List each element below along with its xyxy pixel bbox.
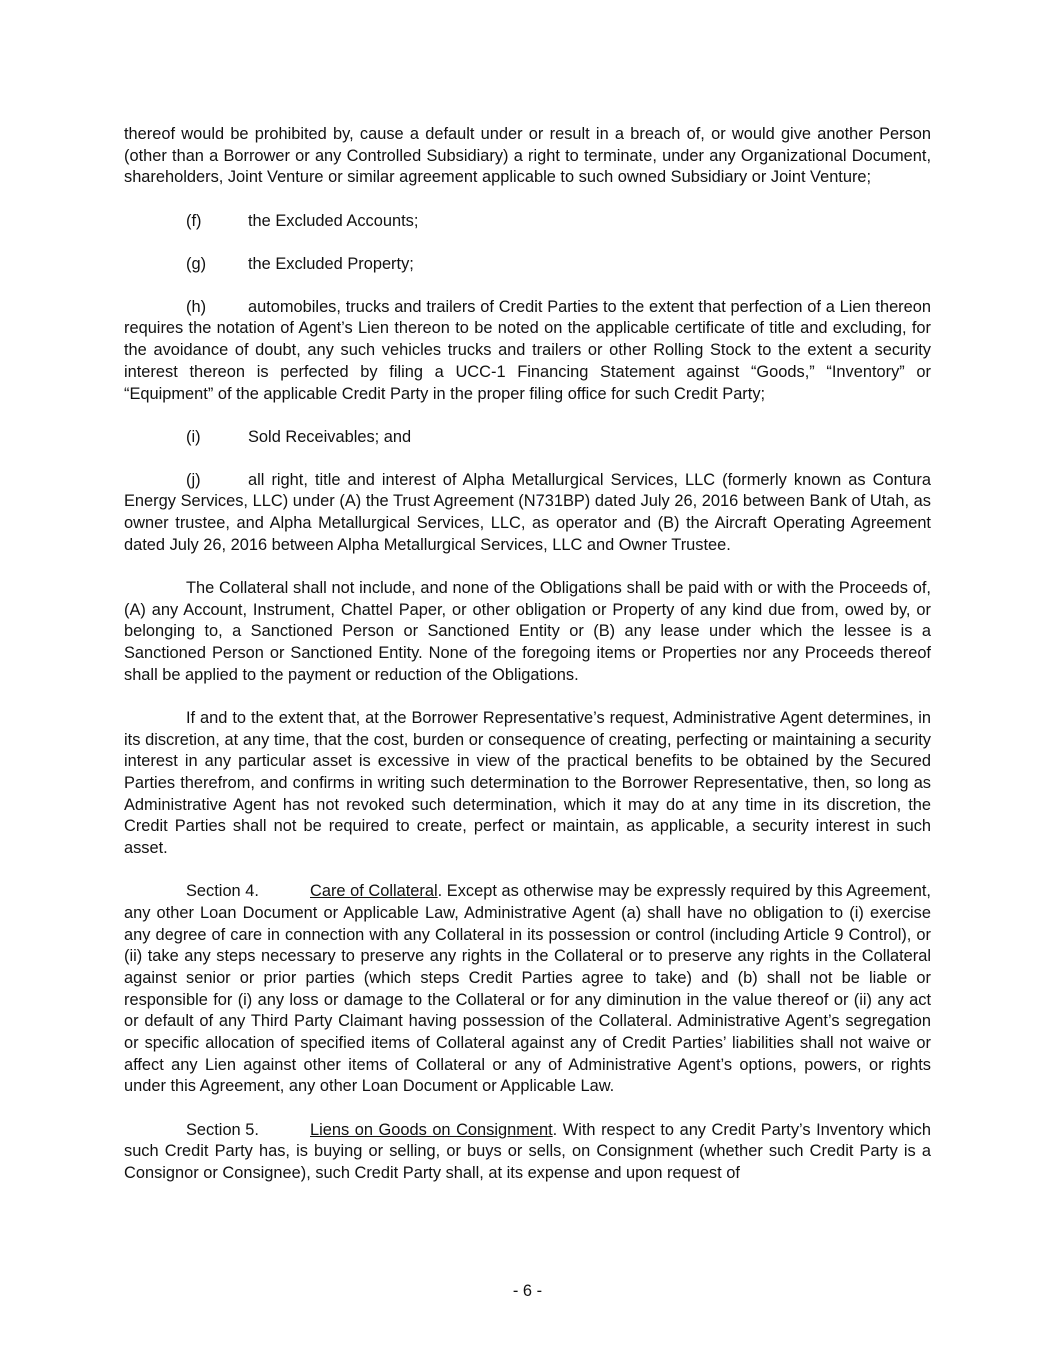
list-item-text: automobiles, trucks and trailers of Credit Parties to the extent that perfection of a Lien thereon requires the notation of Agent’s Lien thereon to be noted on the applicable certificate of title and excluding, for the avoidance of doubt, any such vehicles trucks and trailers or other Rolling Stock to the extent a security interest thereon is perfected by filing a UCC-1 Financing Statement against “Goods,” “Inventory” or “Equipment” of the applicable Credit Party in the proper filing office for such Credit Party; xyxy=(124,297,931,403)
cost-benefit-paragraph: If and to the extent that, at the Borrower Representative’s request, Administrative Agent determines, in its discretion, at any time, that the cost, burden or consequence of creating, perfecting or maintaining a security interest in any particular asset is excessive in view of the practical benefits to be obtained by the Secured Parties therefrom, and confirms in writing such determination to the Borrower Representative, then, so long as Administrative Agent has not revoked such determination, which it may do at any time in its discretion, the Credit Parties shall not be required to create, perfect or maintain, as applicable, a security interest in such asset. xyxy=(124,708,931,858)
list-item-i xyxy=(186,427,931,449)
collateral-exclusion-paragraph: The Collateral shall not include, and none of the Obligations shall be paid with or with the Proceeds of, (A) any Account, Instrument, Chattel Paper, or other obligation or Property of any kind due from, owed by, or belonging to, a Sanctioned Person or Sanctioned Entity or (B) any lease under which the lessee is a Sanctioned Person or Sanctioned Entity. None of the foregoing items or Properties nor any Proceeds thereof shall be applied to the payment or reduction of the Obligations. xyxy=(124,578,931,684)
page-number: - 6 - xyxy=(512,1282,543,1300)
list-marker: (j) xyxy=(186,470,201,489)
list-item-g xyxy=(186,254,931,276)
list-item-h xyxy=(124,297,931,406)
section-body: . With respect to any Credit Party’s Inventory which such Credit Party has, is buying or selling, or buys or sells, on Consignment (whether such Credit Party is a Consignor or Consignee), such Credit Party shall, at its expense and upon request of xyxy=(124,1120,931,1182)
section-heading: Care of Collateral xyxy=(310,882,438,901)
list-item-j xyxy=(124,470,931,557)
list-marker: (h) xyxy=(186,297,207,316)
list-marker: (g) xyxy=(186,254,207,273)
list-item-text: all right, title and interest of Alpha Metallurgical Services, LLC (formerly known as Contura Energy Services, LLC) under (A) the Trust Agreement (N731BP) dated July 26, 2016 between Bank of Utah, as owner trustee, and Alpha Metallurgical Services, LLC, as operator and (B) the Aircraft Operating Agreement dated July 26, 2016 between Alpha Metallurgical Services, LLC and Owner Trustee. xyxy=(124,470,931,554)
continuation-paragraph: thereof would be prohibited by, cause a default under or result in a breach of, or would give another Person (other than a Borrower or any Controlled Subsidiary) a right to terminate, under any Organizational Document, shareholders, Joint Venture or similar agreement applicable to such owned Subsidiary or Joint Venture; xyxy=(124,125,931,187)
list-item-f xyxy=(186,211,931,233)
section-number: Section 4. xyxy=(186,882,259,901)
section-5 xyxy=(124,1120,931,1185)
section-4 xyxy=(124,881,931,1098)
list-item-text: Sold Receivables; and xyxy=(248,427,412,446)
list-item-text: the Excluded Property; xyxy=(248,254,414,273)
list-marker: (i) xyxy=(186,427,201,446)
section-body: . Except as otherwise may be expressly required by this Agreement, any other Loan Document or Applicable Law, Administrative Agent (a) shall have no obligation to (i) exercise any degree of care in connection with any Collateral in its possession or control (including Article 9 Control), or (ii) take any steps necessary to preserve any rights in the Collateral or to preserve any rights in the Collateral against senior or prior parties (which steps Credit Parties agree to take) and (b) shall not be liable or responsible for (i) any loss or damage to the Collateral or for any diminution in the value thereof or (ii) any act or default of any Third Party Claimant having possession of the Collateral. Administrative Agent’s segregation or specific allocation of specified items of Collateral against any of Credit Parties’ liabilities shall not waive or affect any Lien against other items of Collateral or any of Administrative Agent’s options, powers, or rights under this Agreement, any other Loan Document or Applicable Law. xyxy=(124,882,931,1096)
document-page xyxy=(124,124,931,1206)
section-number: Section 5. xyxy=(186,1120,259,1139)
list-item-text: the Excluded Accounts; xyxy=(248,211,419,230)
section-heading: Liens on Goods on Consignment xyxy=(310,1120,553,1139)
list-marker: (f) xyxy=(186,211,202,230)
